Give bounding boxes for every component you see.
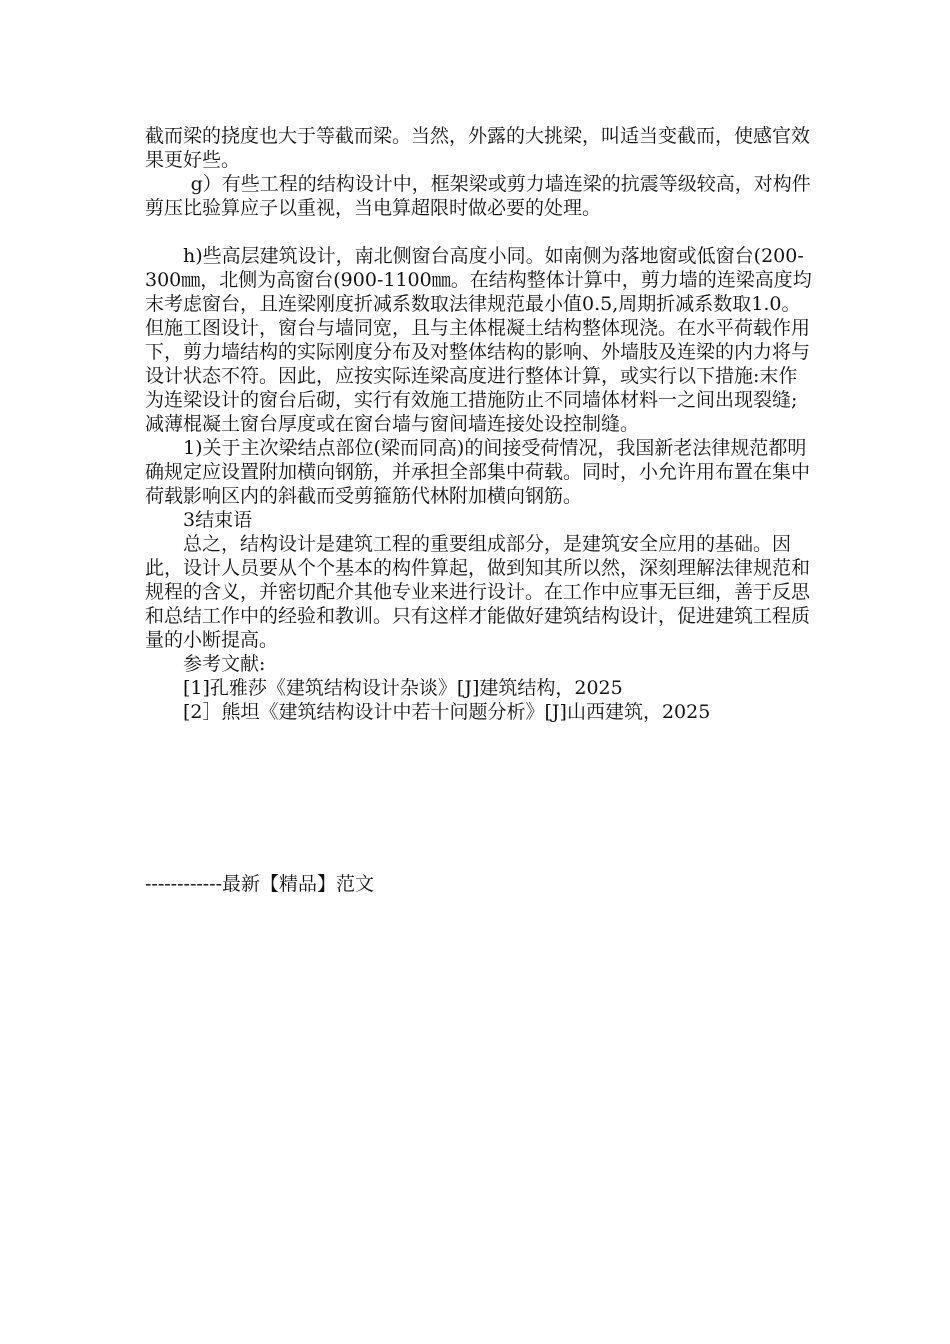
reference-item-2: [2］熊坦《建筑结构设计中若十问题分析》[J]山西建筑，2025 [183,701,711,723]
reference-item-1: [1]孔雅莎《建筑结构设计杂谈》[J]建筑结构，2025 [183,677,623,699]
footer-tagline: ------------最新【精品】范文 [145,873,375,895]
blank-line [145,220,815,244]
paragraph-g: g）有些工程的结构设计中，框架梁或剪力墙连梁的抗震等级较高，对构件剪压比验算应子以重视，当电算超限时做必要的处理。 [145,173,811,219]
paragraph-i: 1)关于主次梁结点部位(梁而同高)的间接受荷情况，我国新老法律规范都明确规定应设置附加横向钢筋，并承担全部集中荷载。同时，小允许用布置在集中荷载影响区内的斜截而受剪箍筋代林附加横向钢筋。 [145,437,811,507]
paragraph-conclusion: 总之，结构设计是建筑工程的重要组成部分，是建筑安全应用的基础。因此，设计人员要从个个基本的构件算起，做到知其所以然，深刻理解法律规范和规程的含义，并密切配介其他专业来进行设计。在工作中应事无巨细，善于反思和总结工作中的经验和教训。只有这样才能做好建筑结构设计，促进建筑工程质量的小断提高。 [145,533,811,651]
references-heading: 参考文献: [183,653,266,675]
section-heading-conclusion: 3结束语 [183,509,253,531]
document-body [145,124,815,724]
paragraph-h: h)些高层建筑设计，南北侧窗台高度小同。如南侧为落地窗或低窗台(200-300㎜，北侧为高窗台(900-1100㎜。在结构整体计算中，剪力墙的连梁高度均末考虑窗台，且连梁刚度折减系数取法律规范最小值0.5,周期折减系数取1.0。但施工图设计，窗台与墙同宽，且与主体棍凝土结构整体现浇。在水平荷载作用下，剪力墙结构的实际刚度分布及对整体结构的影响、外墙肢及连梁的内力将与设计状态不符。因此，应按实际连梁高度进行整体计算，或实行以下措施:末作为连梁设计的窗台后砌，实行有效施工措施防止不同墙体材料一之间出现裂缝;减薄棍凝土窗台厚度或在窗台墙与窗间墙连接处设控制缝。 [145,245,812,435]
paragraph-continued: 截而梁的挠度也大于等截而梁。当然，外露的大挑梁，叫适当变截而，使感官效果更好些。 [145,125,811,171]
